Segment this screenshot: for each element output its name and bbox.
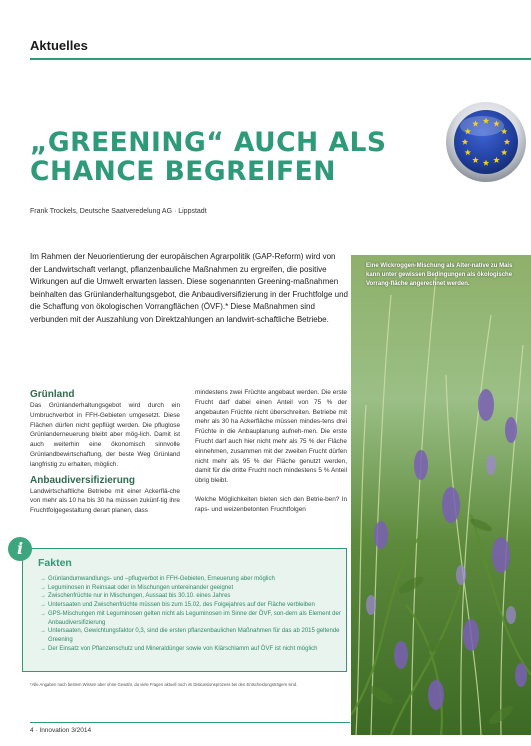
paragraph-anbaudiversifizierung: Landwirtschaftliche Betriebe mit einer Ackerflä-che von mehr als 10 ha bis 30 ha müssen zukünf-tig ihre Fruchtfolgegestaltung derart planen, dass — [30, 487, 180, 515]
fact-item: → Untersaaten, Gewichtungsfaktor 0,3, sind die ersten pflanzenbaulichen Maßnahmen für das ab 2015 geltende Greening — [40, 628, 340, 643]
author-line: Frank Trockels, Deutsche Saatveredelung AG · Lippstadt — [30, 208, 207, 215]
fact-item: → Zwischenfrüchte nur in Mischungen, Aussaat bis 30.10. eines Jahres — [40, 593, 231, 600]
footnote: *Alle Angaben nach bestem Wissen aber ohne Gewähr, da viele Fragen aktuell noch im Diskussionsprozess bei den Entscheidungsträgern sind. — [30, 682, 298, 687]
arrow-right-icon: → — [40, 602, 46, 609]
section-divider — [30, 58, 531, 60]
page-footer: 4 · Innovation 3/2014 — [30, 727, 92, 734]
arrow-right-icon: → — [40, 576, 46, 582]
text-column-right — [195, 388, 347, 515]
eu-flag-button-image — [428, 102, 531, 184]
arrow-right-icon: → — [40, 610, 46, 617]
paragraph-moeglichkeiten: Welche Möglichkeiten bieten sich den Betrie-ben? In raps- und weizenbetonten Fruchtfolgen — [195, 495, 347, 513]
photo-caption: Eine Wickroggen-Mischung als Alter-native zu Mais kann unter gewissen Bedingungen als ökologische Vorrang-fläche angerechnet werden. — [366, 263, 513, 287]
vetch-rye-photo — [351, 255, 531, 735]
section-label: Aktuelles — [30, 38, 88, 53]
arrow-right-icon: → — [40, 645, 46, 652]
paragraph-fruchtfolge: mindestens zwei Früchte angebaut werden. Die erste Frucht darf dabei einen Anteil von 75 % der angebauten Früchte nicht überschreiten. Betriebe mit mehr als 30 ha Ackerfläche müssen mindes-tens drei Früchte in die Anbauplanung aufneh-men. Die erste Frucht darf auch hier nicht mehr als 75 % der Fläche einnehmen, zusammen mit der zweiten Frucht dürfen nicht mehr als 95 % der Fläche genutzt werden, damit für die dritte Frucht noch mindestens 5 % Anteil übrig bleibt. — [195, 389, 347, 485]
footer-divider — [30, 722, 350, 723]
fact-item: → Grünlandumwandlungs- und –pflugverbot in FFH-Gebieten, Erneuerung aber möglich — [40, 576, 275, 582]
heading-gruenland: Grünland — [30, 389, 75, 400]
arrow-right-icon: → — [40, 593, 46, 600]
arrow-right-icon: → — [40, 584, 46, 591]
fact-item: → Der Einsatz von Pflanzenschutz und Mineraldünger sowie von Klärschlamm auf ÖVF ist nicht möglich — [40, 645, 318, 652]
title-line-1: „GREENING“ AUCH ALS — [30, 127, 387, 158]
article-title — [30, 128, 430, 186]
lead-paragraph: Im Rahmen der Neuorientierung der europäischen Agrarpolitik (GAP-Reform) wird von der Landwirtschaft verlangt, pflanzenbauliche Maßnahmen zu ergreifen, die positive Wirkungen auf die Umwelt erwarten lassen. Diese sogenannten Greening-maßnahmen beinhalten das Grünlanderhaltungsgebot, die Anbaudiversifizierung in der Fruchtfolge und die Schaffung von ökologischen Vorrangflächen (ÖVF).* Diese Maßnahmen sind verbunden mit der Auszahlung von Direktzahlungen an landwirt-schaftliche Betriebe. — [30, 252, 348, 324]
fact-item: → Untersaaten und Zwischenfrüchte müssen bis zum 15.02. des Folgejahres auf der Fläche verbleiben — [40, 602, 315, 609]
facts-list — [40, 575, 344, 653]
text-column-left — [30, 388, 180, 516]
paragraph-gruenland: Das Grünlanderhaltungsgebot wird durch ein Umbruchverbot in FFH-Gebieten umgesetzt. Diese Flächen dürfen nicht gepflügt werden. Die pfluglose Grünlanderneuerung bleibt aber mög-lich. Damit ist auch weiterhin eine ökonomisch sinnvolle Grünlandbewirtschaftung, der beste Weg Grünland langfristig zu erhalten, möglich. — [30, 402, 180, 468]
fact-item: → Leguminosen in Reinsaat oder in Mischungen untereinander geeignet — [40, 584, 234, 591]
heading-anbaudiversifizierung: Anbaudiversifizierung — [30, 474, 136, 486]
facts-title: Fakten — [38, 557, 72, 569]
fact-item: → GPS-Mischungen mit Leguminosen gelten nicht als Leguminosen im Sinne der ÖVF, son-dern als Element der Anbaudiversifizierung — [40, 610, 341, 626]
info-icon: i — [8, 537, 32, 561]
title-line-2: CHANCE BEGREIFEN — [30, 156, 336, 187]
arrow-right-icon: → — [40, 628, 46, 635]
eu-flag-icon — [428, 102, 531, 184]
